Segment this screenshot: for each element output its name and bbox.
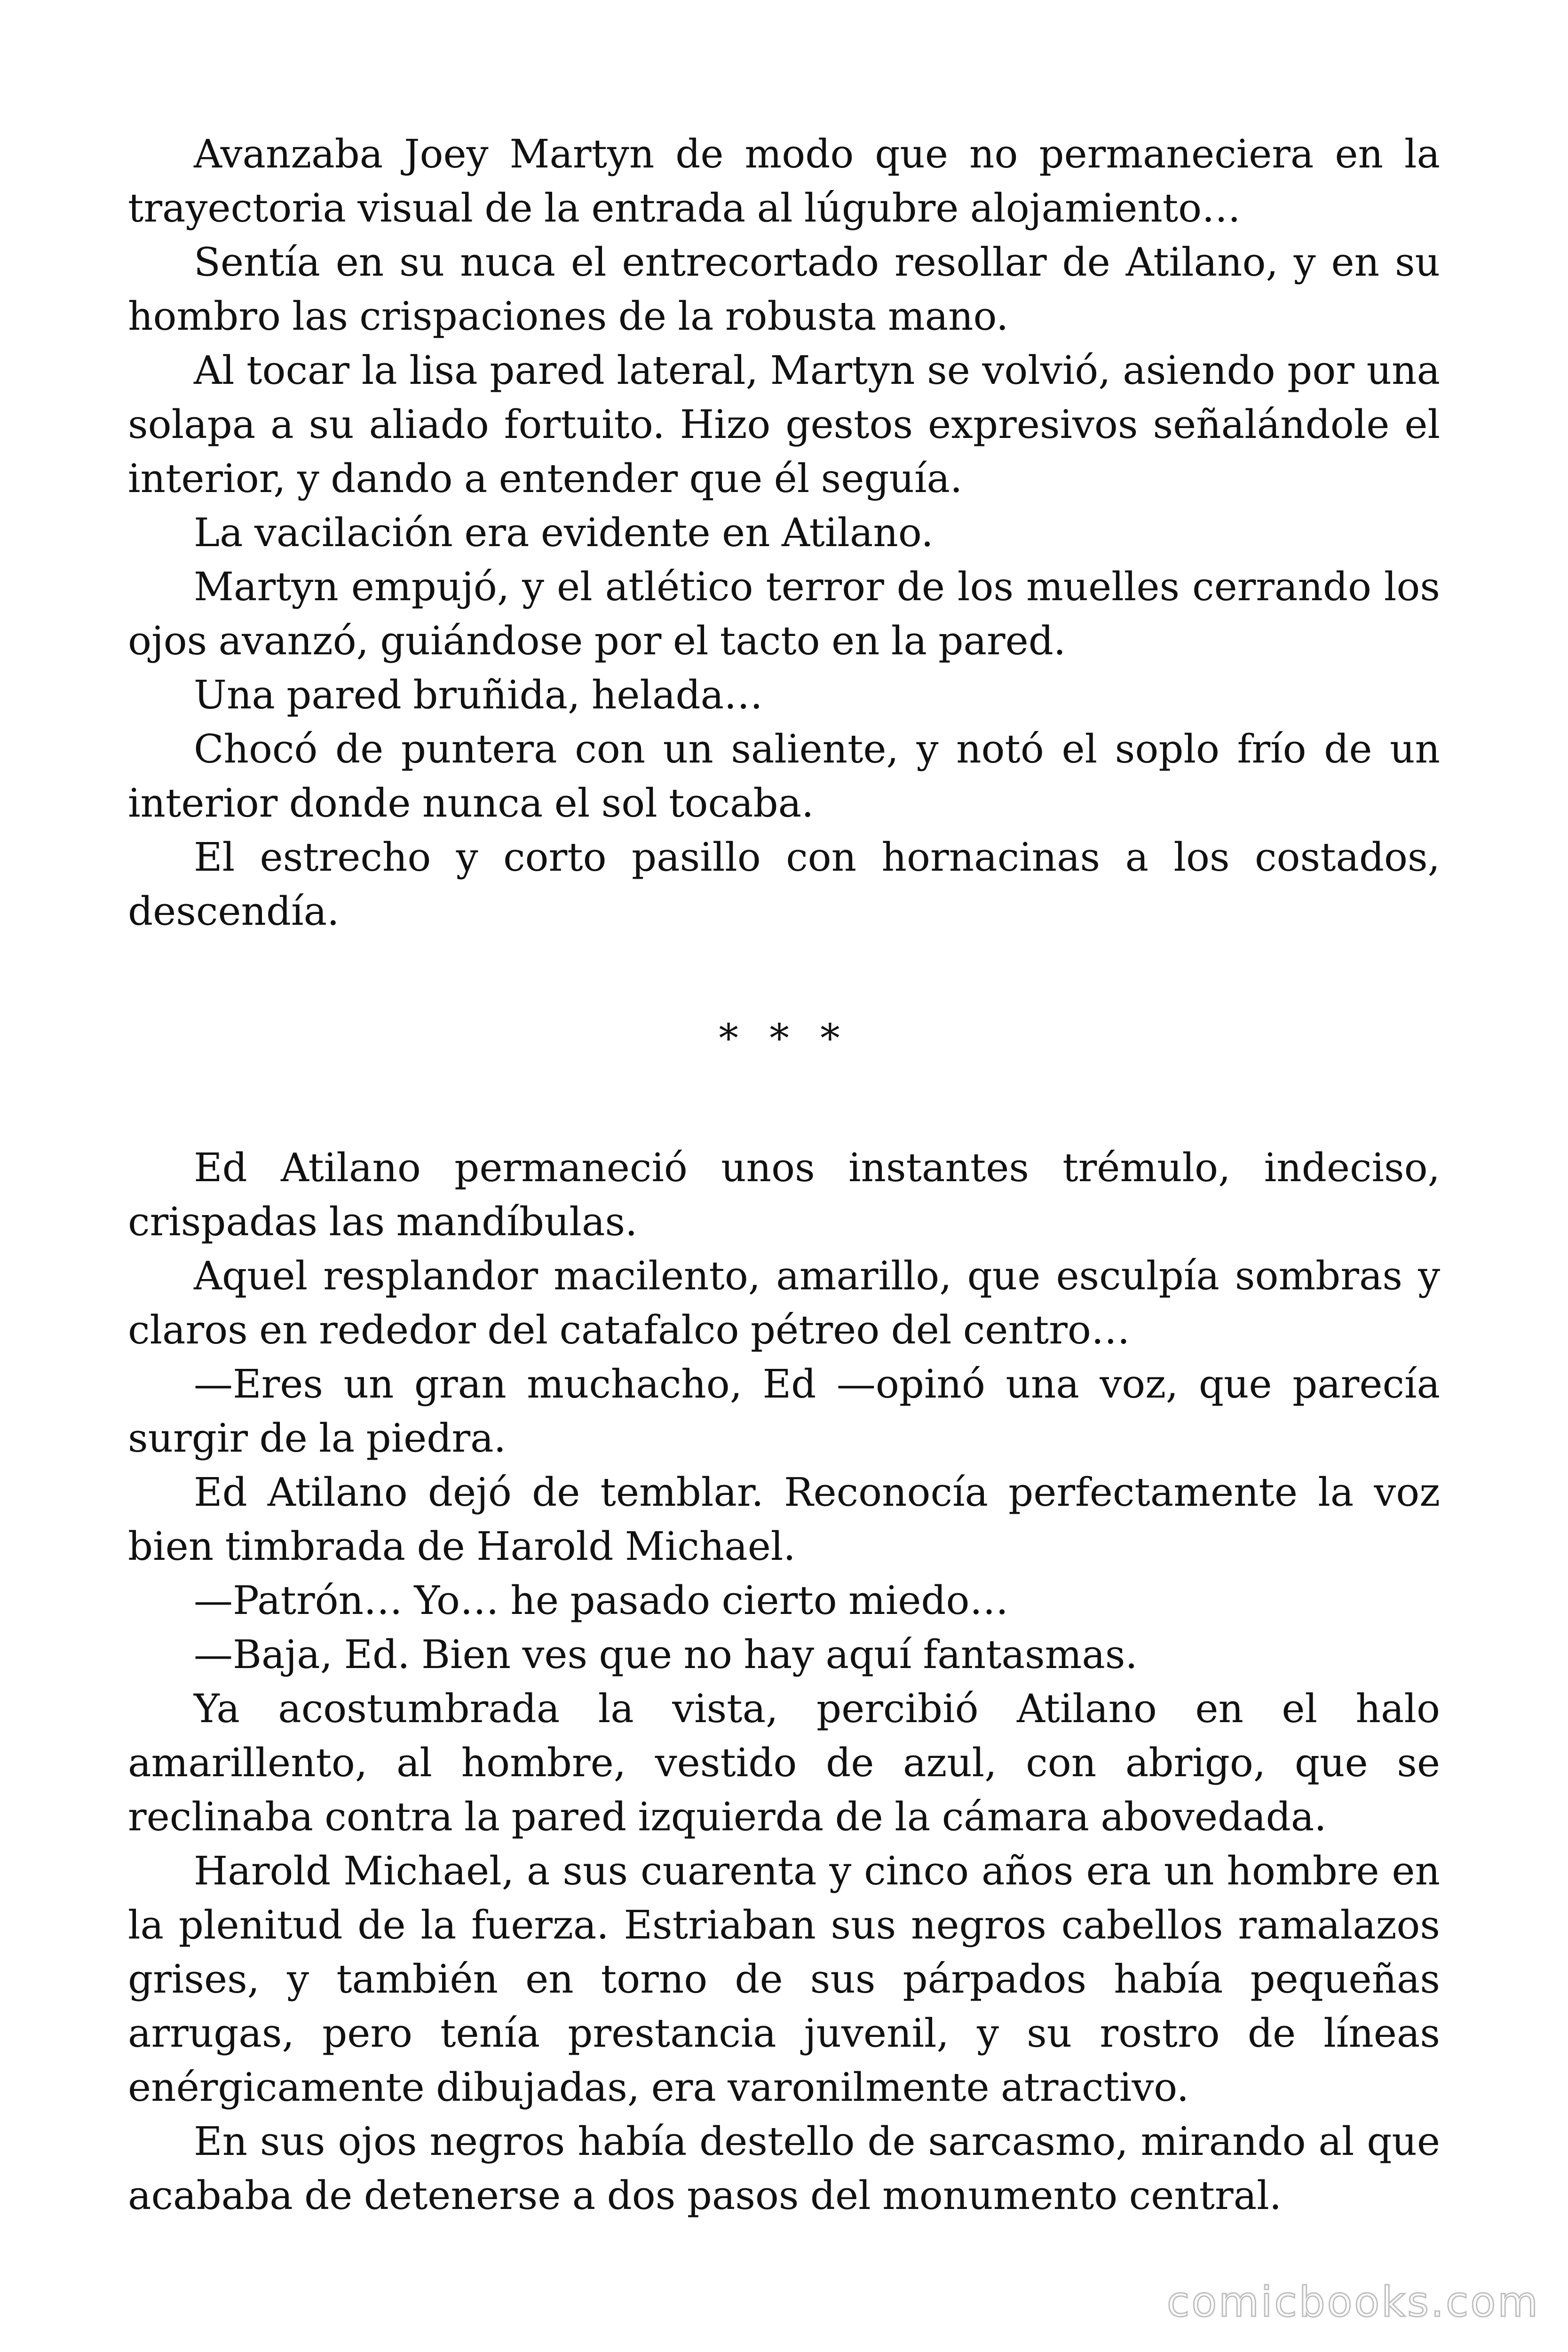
paragraph: Una pared bruñida, helada… [194, 672, 763, 718]
book-page [128, 127, 1440, 2223]
watermark: comicbooks.com [1166, 2278, 1540, 2326]
section-1 [128, 127, 1440, 938]
paragraph: Chocó de puntera con un saliente, y notó el soplo frío de un interior donde nunca el sol tocaba. [128, 726, 1440, 826]
paragraph: En sus ojos negros había destello de sarcasmo, mirando al que acababa de detenerse a dos pasos del monumento central. [128, 2119, 1440, 2218]
paragraph: Harold Michael, a sus cuarenta y cinco años era un hombre en la plenitud de la fuerza. Estriaban sus negros cabellos ramalazos grises, y también en torno de sus párpados había pequeñas arrugas, pero tenía prestancia juvenil, y su rostro de líneas enérgicamente dibujadas, era varonilmente atractivo. [128, 1848, 1440, 2110]
paragraph: Aquel resplandor macilento, amarillo, que esculpía sombras y claros en rededor del catafalco pétreo del centro… [128, 1253, 1440, 1353]
spacer [128, 1065, 1440, 1141]
paragraph: Avanzaba Joey Martyn de modo que no permaneciera en la trayectoria visual de la entrada al lúgubre alojamiento… [128, 131, 1440, 231]
paragraph: La vacilación era evidente en Atilano. [194, 510, 934, 556]
paragraph: Al tocar la lisa pared lateral, Martyn se volvió, asiendo por una solapa a su aliado fortuito. Hizo gestos expresivos señalándole el interior, y dando a entender que él seguía. [128, 348, 1440, 501]
paragraph: —Patrón… Yo… he pasado cierto miedo… [194, 1578, 1009, 1623]
paragraph: Martyn empujó, y el atlético terror de los muelles cerrando los ojos avanzó, guiándose por el tacto en la pared. [128, 564, 1440, 664]
paragraph: —Eres un gran muchacho, Ed —opinó una voz, que parecía surgir de la piedra. [128, 1361, 1440, 1461]
paragraph: El estrecho y corto pasillo con hornacinas a los costados, descendía. [128, 834, 1440, 934]
paragraph: Ed Atilano permaneció unos instantes trémulo, indeciso, crispadas las mandíbulas. [128, 1145, 1440, 1245]
paragraph: Ya acostumbrada la vista, percibió Atilano en el halo amarillento, al hombre, vestido de azul, con abrigo, que se reclinaba contra la pared izquierda de la cámara abovedada. [128, 1686, 1440, 1840]
paragraph: —Baja, Ed. Bien ves que no hay aquí fantasmas. [194, 1632, 1138, 1677]
spacer [128, 938, 1440, 1011]
scene-separator: * * * [719, 1016, 849, 1061]
section-2 [128, 1141, 1440, 2223]
paragraph: Sentía en su nuca el entrecortado resollar de Atilano, y en su hombro las crispaciones de la robusta mano. [128, 239, 1440, 339]
paragraph: Ed Atilano dejó de temblar. Reconocía perfectamente la voz bien timbrada de Harold Michael. [128, 1470, 1440, 1569]
